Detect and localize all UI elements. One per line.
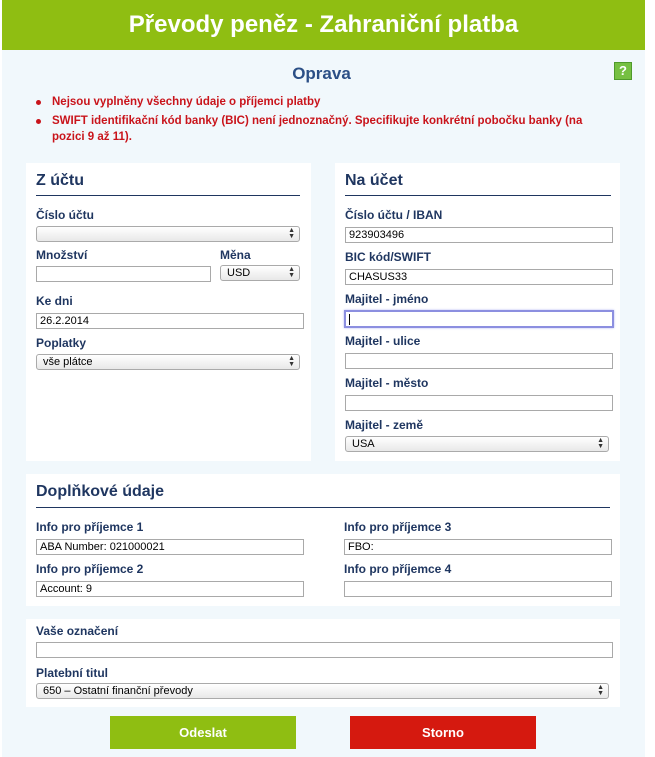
owner-street-input[interactable]: [345, 353, 613, 369]
additional-info-panel: [26, 474, 620, 606]
date-label: Ke dni: [36, 294, 73, 308]
currency-select[interactable]: [220, 265, 300, 281]
page-title: Převody peněz - Zahraniční platba: [128, 11, 519, 38]
amount-input[interactable]: [36, 266, 211, 282]
owner-country-select[interactable]: [345, 436, 609, 452]
page-header: [2, 0, 645, 50]
your-ref-label: Vaše označení: [36, 624, 119, 638]
divider: [36, 195, 300, 196]
select-arrows-icon: ▲ ▼: [288, 355, 295, 368]
error-item: SWIFT identifikační kód banky (BIC) není jednoznačný. Specifikujte konkrétní pobočku banky (na pozici 9 až 11).: [36, 113, 606, 145]
account-label: Číslo účtu: [36, 208, 95, 222]
info3-label: Info pro příjemce 3: [344, 520, 452, 534]
divider: [36, 507, 610, 508]
info2-label: Info pro příjemce 2: [36, 562, 144, 576]
info4-label: Info pro příjemce 4: [344, 562, 452, 576]
currency-select-value: USD: [227, 267, 251, 279]
select-arrows-icon: ▲ ▼: [597, 437, 604, 450]
info1-label: Info pro příjemce 1: [36, 520, 144, 534]
payment-title-value: 650 – Ostatní finanční převody: [43, 685, 193, 697]
select-arrows-icon: ▲ ▼: [288, 227, 295, 240]
to-account-title: Na účet: [345, 172, 403, 189]
fees-select[interactable]: [36, 354, 300, 370]
account-select[interactable]: [36, 226, 300, 242]
owner-name-label: Majitel - jméno: [345, 292, 429, 306]
owner-city-input[interactable]: [345, 395, 613, 411]
bic-label: BIC kód/SWIFT: [345, 250, 431, 264]
reference-panel: [26, 619, 620, 707]
owner-name-input[interactable]: [344, 310, 614, 328]
fees-label: Poplatky: [36, 336, 87, 350]
owner-country-value: USA: [352, 438, 375, 450]
payment-title-label: Platební titul: [36, 666, 108, 680]
iban-label: Číslo účtu / IBAN: [345, 208, 443, 222]
payment-title-select[interactable]: [36, 683, 609, 699]
error-item: Nejsou vyplněny všechny údaje o příjemci platby: [36, 94, 606, 110]
from-account-panel: [26, 163, 311, 461]
additional-info-title: Doplňkové údaje: [36, 483, 165, 500]
your-ref-input[interactable]: [36, 642, 613, 658]
owner-country-label: Majitel - země: [345, 418, 424, 432]
cancel-button[interactable]: Storno: [350, 716, 536, 749]
fees-select-value: vše plátce: [43, 356, 93, 368]
send-button[interactable]: Odeslat: [110, 716, 296, 749]
text-caret: [349, 314, 350, 325]
amount-label: Množství: [36, 248, 88, 262]
info3-input[interactable]: FBO:: [344, 539, 612, 555]
owner-street-label: Majitel - ulice: [345, 334, 421, 348]
info4-input[interactable]: [344, 581, 612, 597]
error-list: [36, 94, 606, 148]
info1-input[interactable]: ABA Number: 021000021: [36, 539, 304, 555]
currency-label: Měna: [220, 248, 251, 262]
select-arrows-icon: ▲ ▼: [597, 684, 604, 697]
date-input[interactable]: 26.2.2014: [36, 313, 304, 329]
select-arrows-icon: ▲ ▼: [288, 266, 295, 279]
from-account-title: Z účtu: [36, 172, 84, 189]
owner-city-label: Majitel - město: [345, 376, 429, 390]
to-account-panel: [335, 163, 620, 461]
info2-input[interactable]: Account: 9: [36, 581, 304, 597]
divider: [345, 195, 611, 196]
bic-input[interactable]: CHASUS33: [345, 269, 613, 285]
error-title: Oprava: [292, 64, 351, 83]
help-icon[interactable]: ?: [614, 62, 632, 80]
iban-input[interactable]: 923903496: [345, 227, 613, 243]
